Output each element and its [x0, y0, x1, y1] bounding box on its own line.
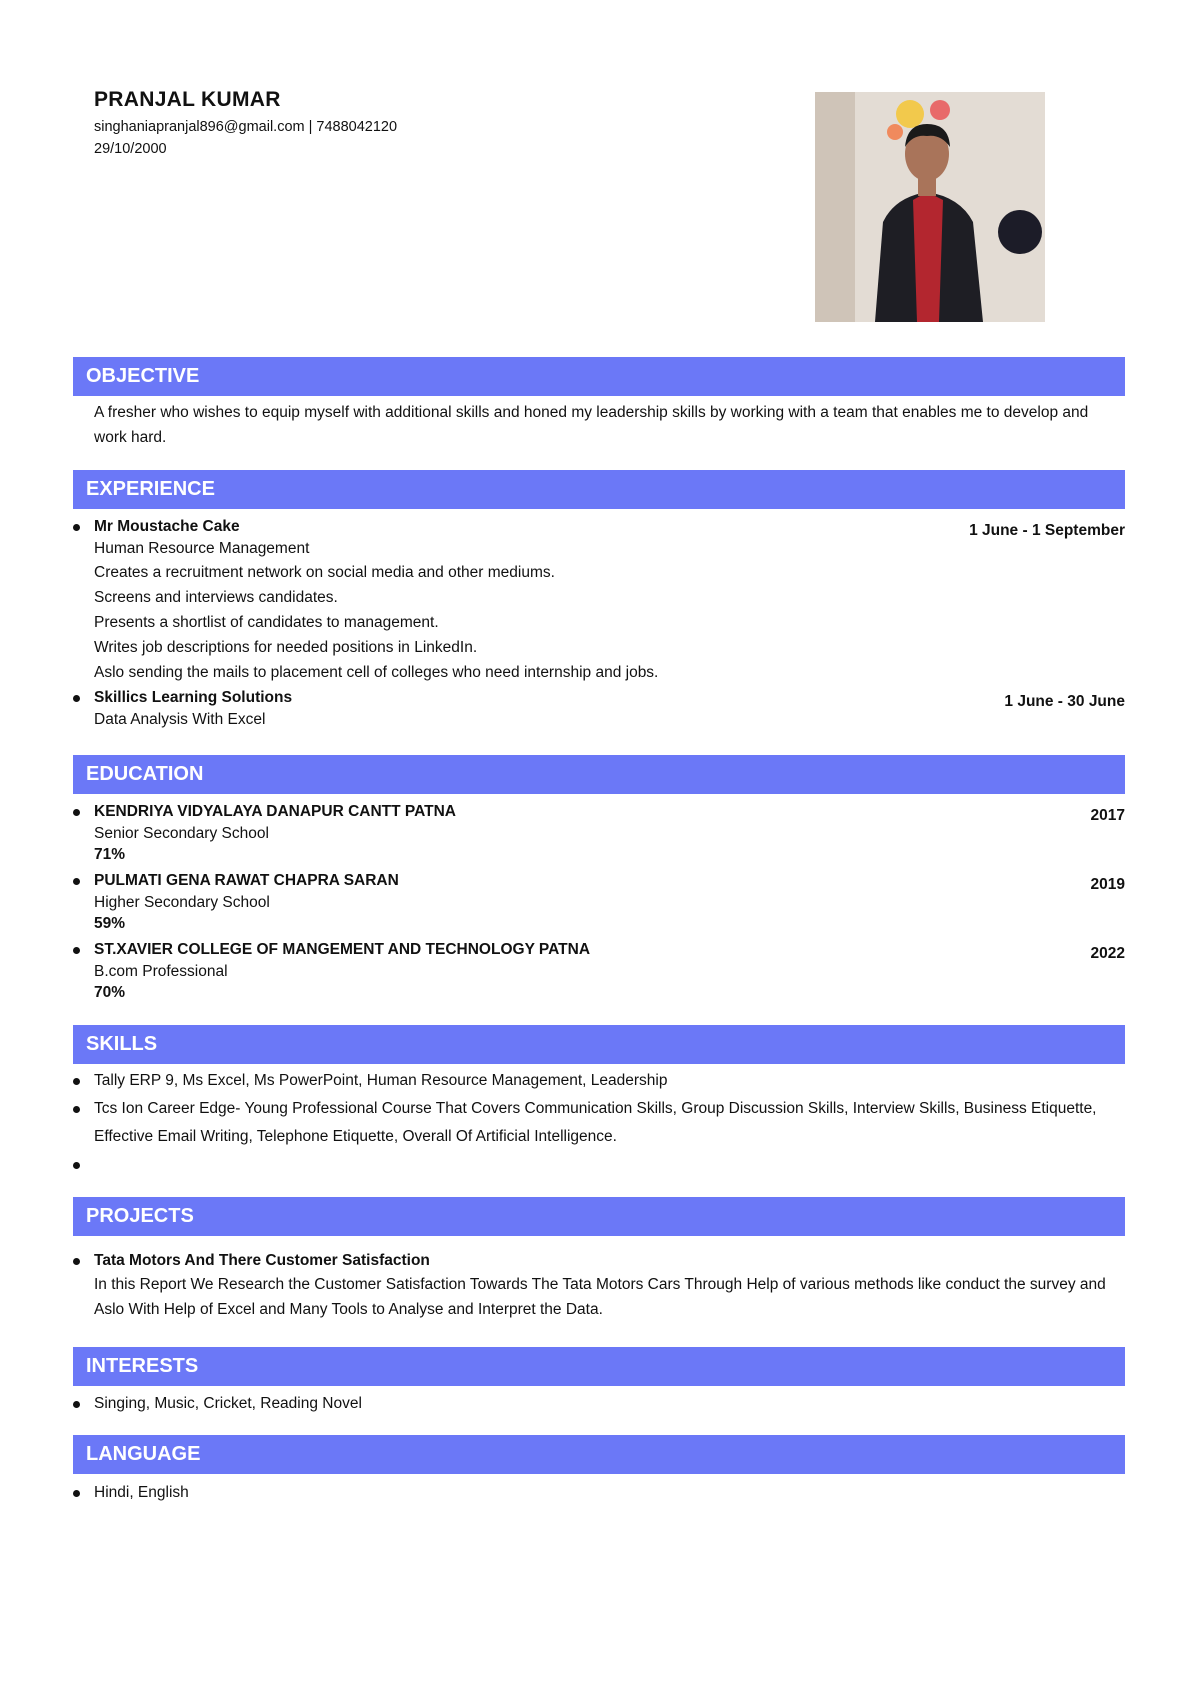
experience-role: Data Analysis With Excel: [94, 711, 266, 728]
resume-header: [94, 88, 397, 160]
interest-item: [73, 1390, 1125, 1418]
section-experience-heading: EXPERIENCE: [73, 470, 1125, 509]
education-item: [73, 870, 1125, 939]
education-year: 2019: [1090, 876, 1125, 893]
education-item: [73, 801, 1125, 870]
education-item: [73, 939, 1125, 1008]
education-grade: 70%: [94, 984, 126, 1001]
language-item: [73, 1479, 1125, 1507]
skills-section: [73, 1067, 1125, 1179]
bullet-icon: [73, 1106, 80, 1113]
language-section: [73, 1479, 1125, 1507]
experience-role: Human Resource Management: [94, 540, 310, 557]
section-education-heading: EDUCATION: [73, 755, 1125, 794]
experience-detail: Aslo sending the mails to placement cell of colleges who need internship and jobs.: [94, 664, 659, 681]
experience-company: Mr Moustache Cake: [94, 518, 240, 535]
bullet-icon: [73, 947, 80, 954]
candidate-name: PRANJAL KUMAR: [94, 88, 281, 111]
interest-text: Singing, Music, Cricket, Reading Novel: [94, 1395, 362, 1412]
interests-section: [73, 1390, 1125, 1418]
contact-info: singhaniapranjal896@gmail.com | 7488042120: [94, 119, 398, 135]
skill-item: [73, 1067, 1125, 1095]
experience-detail: Writes job descriptions for needed positions in LinkedIn.: [94, 639, 478, 656]
section-language-heading: LANGUAGE: [73, 1435, 1125, 1474]
education-school: KENDRIYA VIDYALAYA DANAPUR CANTT PATNA: [94, 803, 457, 820]
project-title: Tata Motors And There Customer Satisfaction: [94, 1252, 430, 1269]
bullet-icon: [73, 524, 80, 531]
bullet-icon: [73, 695, 80, 702]
education-section: [73, 801, 1125, 1008]
project-item: [73, 1250, 1125, 1322]
projects-section: [73, 1250, 1125, 1322]
section-skills-heading: SKILLS: [73, 1025, 1125, 1064]
education-year: 2017: [1090, 807, 1125, 824]
project-description: In this Report We Research the Customer Satisfaction Towards The Tata Motors Cars Through Help of various methods like conduct the survey and Aslo With Help of Excel and Many Tools to Analyse and Interpret the Data.: [94, 1276, 1106, 1318]
experience-section: [73, 516, 1125, 731]
experience-item: [73, 687, 1125, 731]
education-school: PULMATI GENA RAWAT CHAPRA SARAN: [94, 872, 399, 889]
bullet-icon: [73, 1078, 80, 1085]
education-school: ST.XAVIER COLLEGE OF MANGEMENT AND TECHNOLOGY PATNA: [94, 941, 591, 958]
experience-item: [73, 516, 1125, 685]
objective-text: A fresher who wishes to equip myself with additional skills and honed my leadership skills by working with a team that enables me to develop and work hard.: [94, 404, 1089, 446]
experience-company: Skillics Learning Solutions: [94, 689, 293, 706]
education-year: 2022: [1090, 945, 1125, 962]
section-interests-heading: INTERESTS: [73, 1347, 1125, 1386]
experience-detail: Creates a recruitment network on social media and other mediums.: [94, 564, 555, 581]
bullet-icon: [73, 1401, 80, 1408]
experience-date: 1 June - 1 September: [969, 522, 1125, 539]
experience-detail: Screens and interviews candidates.: [94, 589, 338, 606]
section-projects-heading: PROJECTS: [73, 1197, 1125, 1236]
bullet-icon: [73, 1258, 80, 1265]
bullet-icon: [73, 1162, 80, 1169]
experience-date: 1 June - 30 June: [1004, 693, 1125, 710]
education-grade: 59%: [94, 915, 126, 932]
education-level: B.com Professional: [94, 963, 228, 980]
education-grade: 71%: [94, 846, 126, 863]
skill-text: Tally ERP 9, Ms Excel, Ms PowerPoint, Human Resource Management, Leadership: [94, 1072, 668, 1089]
bullet-icon: [73, 809, 80, 816]
date-of-birth: 29/10/2000: [94, 141, 167, 157]
bullet-icon: [73, 878, 80, 885]
language-text: Hindi, English: [94, 1484, 189, 1501]
bullet-icon: [73, 1490, 80, 1497]
skill-text: Tcs Ion Career Edge- Young Professional Course That Covers Communication Skills, Group Discussion Skills, Interview Skills, Business Etiquette, Effective Email Writing, Telephone Etiquette, Overall Of Artificial Intelligence.: [94, 1100, 1097, 1145]
skill-item: [73, 1095, 1125, 1151]
education-level: Higher Secondary School: [94, 894, 270, 911]
experience-detail: Presents a shortlist of candidates to management.: [94, 614, 439, 631]
education-level: Senior Secondary School: [94, 825, 269, 842]
profile-photo: [815, 92, 1045, 322]
skill-item: [73, 1151, 1125, 1179]
section-objective-heading: OBJECTIVE: [73, 357, 1125, 396]
objective-section: [73, 400, 1125, 450]
